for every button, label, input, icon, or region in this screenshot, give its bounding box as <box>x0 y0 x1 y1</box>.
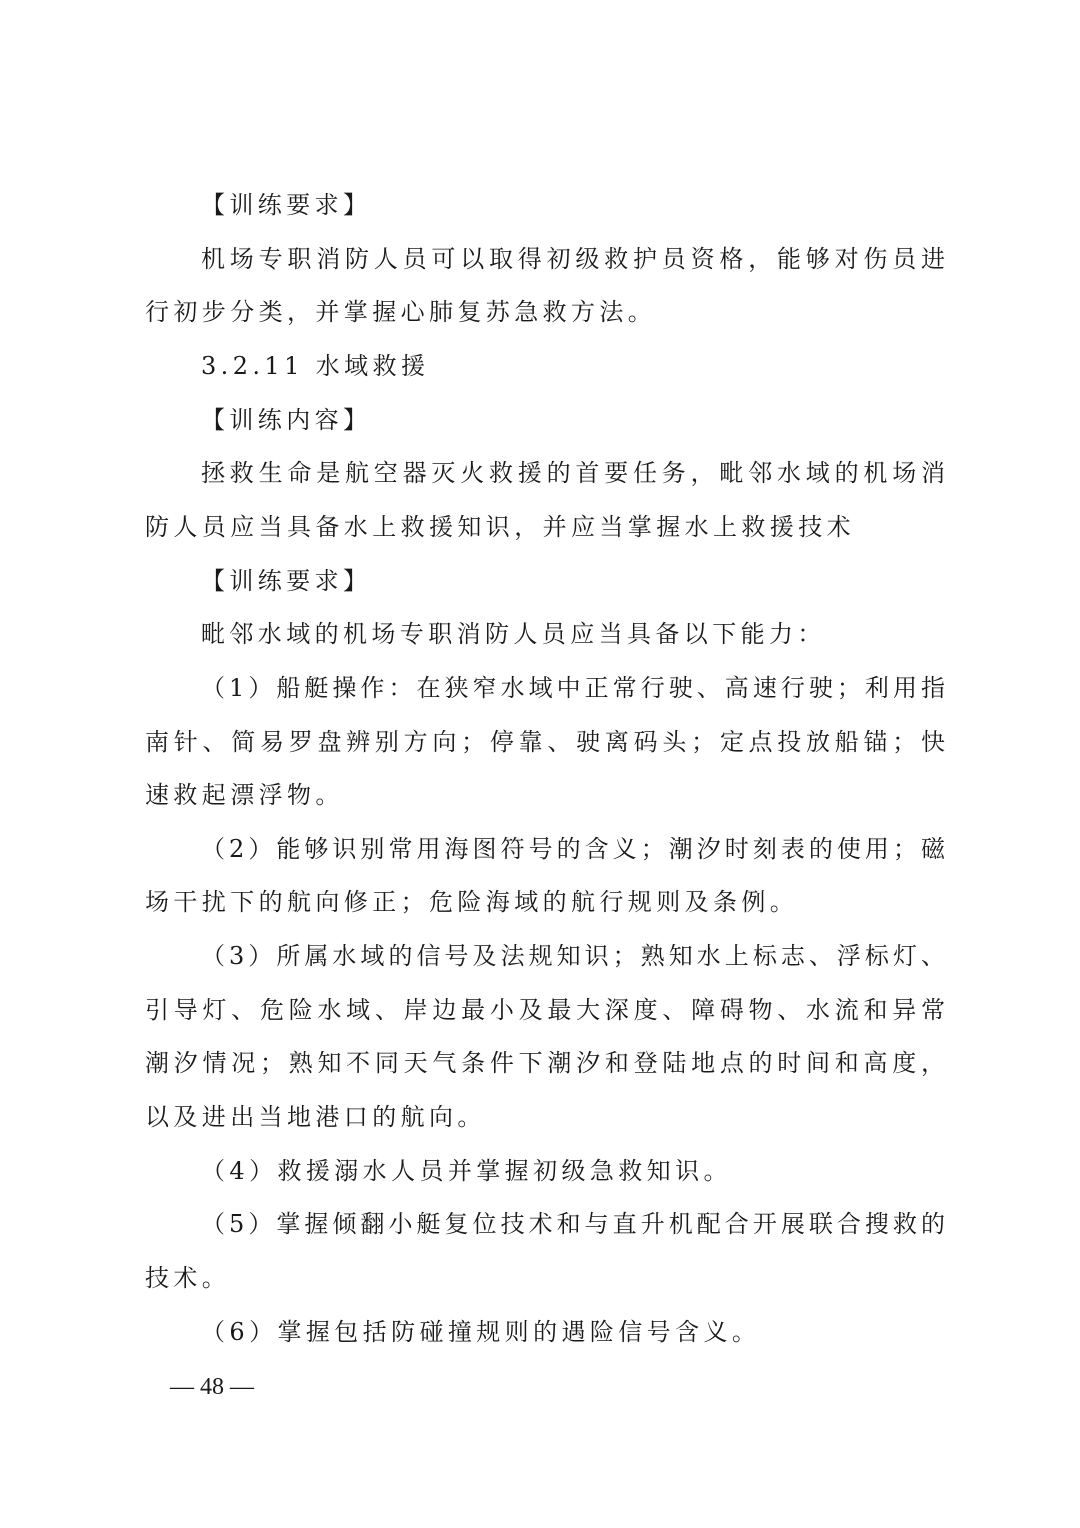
paragraph-line-first: 【训练要求】 <box>201 191 372 219</box>
paragraph-line: 防人员应当具备水上救援知识，并应当掌握水上救援技术 <box>145 512 855 541</box>
paragraph-line-first: （5）掌握倾翻小艇复位技术和与直升机配合开展联合搜救的 <box>201 1210 945 1239</box>
paragraph-line: 潮汐情况；熟知不同天气条件下潮汐和登陆地点的时间和高度， <box>145 1049 945 1078</box>
paragraph-line-first: 毗邻水域的机场专职消防人员应当具备以下能力： <box>201 620 826 649</box>
paragraph-line-first: （2）能够识别常用海图符号的含义；潮汐时刻表的使用；磁 <box>201 834 945 863</box>
paragraph-line: 速救起漂浮物。 <box>145 781 344 810</box>
paragraph-line: 南针、简易罗盘辨别方向；停靠、驶离码头；定点投放船锚；快 <box>145 727 945 756</box>
paragraph-line-first: 【训练内容】 <box>201 405 372 434</box>
paragraph-line-first: （1）船艇操作：在狭窄水域中正常行驶、高速行驶；利用指 <box>201 673 945 702</box>
paragraph-line-first: （3）所属水域的信号及法规知识；熟知水上标志、浮标灯、 <box>201 942 945 971</box>
paragraph-line-first: 拯救生命是航空器灭火救援的首要任务，毗邻水域的机场消 <box>201 459 945 488</box>
paragraph-line-first: 3.2.11 水域救援 <box>201 351 430 380</box>
paragraph-line-first: 机场专职消防人员可以取得初级救护员资格，能够对伤员进 <box>201 244 945 273</box>
paragraph-line-first: （6）掌握包括防碰撞规则的遇险信号含义。 <box>201 1317 761 1346</box>
paragraph-line: 引导灯、危险水域、岸边最小及最大深度、障碍物、水流和异常 <box>145 995 945 1024</box>
paragraph-line-first: （4）救援溺水人员并掌握初级急救知识。 <box>201 1156 732 1185</box>
paragraph-line: 行初步分类，并掌握心肺复苏急救方法。 <box>145 298 657 327</box>
paragraph-line: 场干扰下的航向修正；危险海域的航行规则及条例。 <box>145 888 799 917</box>
paragraph-line-first: 【训练要求】 <box>201 566 372 595</box>
paragraph-line: 以及进出当地港口的航向。 <box>145 1103 486 1132</box>
paragraph-line: 技术。 <box>145 1264 231 1292</box>
page-number: — 48 — <box>170 1374 254 1400</box>
